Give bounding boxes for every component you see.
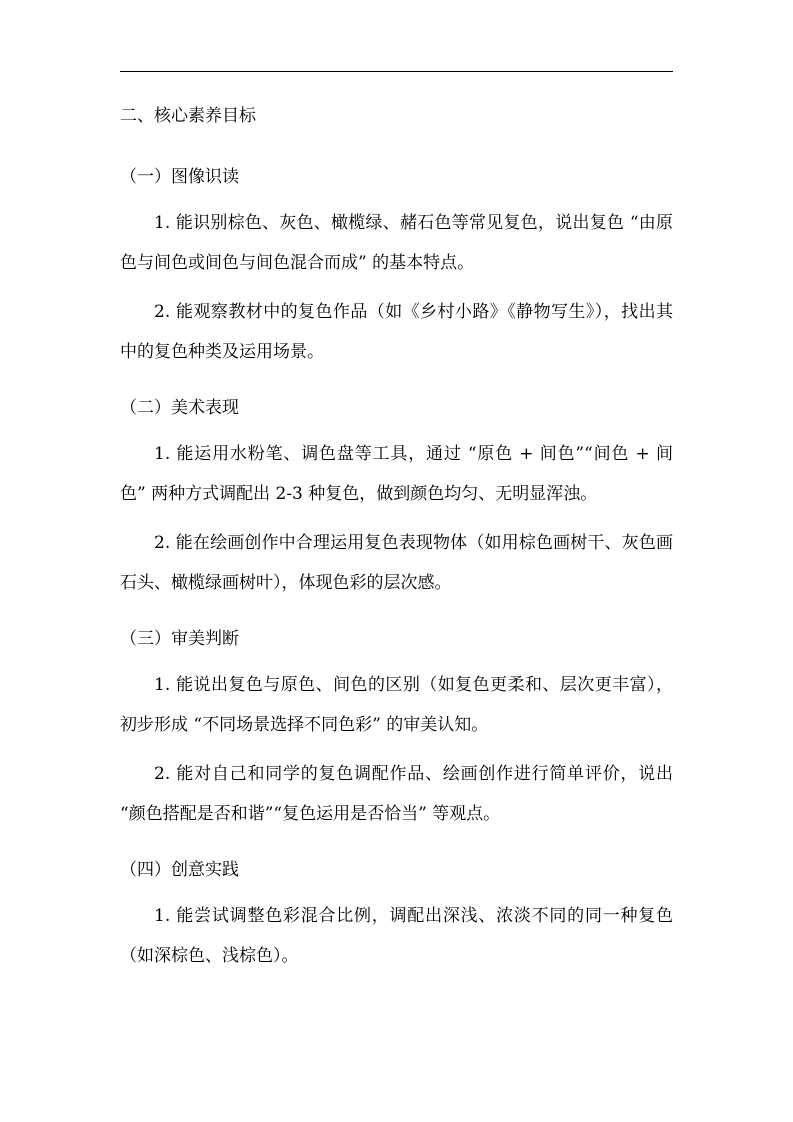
paragraph: 2. 能对自己和同学的复色调配作品、绘画创作进行简单评价，说出 “颜色搭配是否和谐”“复色运用是否恰当” 等观点。 xyxy=(120,764,673,824)
header-rule xyxy=(120,71,673,72)
subheading-aesthetic-judgment: （三）审美判断 xyxy=(120,629,239,649)
subheading-creative-practice: （四）创意实践 xyxy=(120,860,239,880)
subheading-image-reading: （一）图像识读 xyxy=(120,167,239,187)
document-body xyxy=(120,101,673,976)
paragraph: 1. 能识别棕色、灰色、橄榄绿、赭石色等常见复色，说出复色 “由原色与间色或间色与间色混合而成” 的基本特点。 xyxy=(120,213,673,273)
paragraph: 2. 能观察教材中的复色作品（如《乡村小路》《静物写生》），找出其中的复色种类及运用场景。 xyxy=(120,302,673,362)
paragraph: 1. 能说出复色与原色、间色的区别（如复色更柔和、层次更丰富），初步形成 “不同场景选择不同色彩” 的审美认知。 xyxy=(120,675,673,735)
paragraph: 1. 能运用水粉笔、调色盘等工具，通过 “原色 + 间色”“间色 + 间色” 两种方式调配出 2-3 种复色，做到颜色均匀、无明显浑浊。 xyxy=(120,444,673,504)
paragraph: 2. 能在绘画创作中合理运用复色表现物体（如用棕色画树干、灰色画石头、橄榄绿画树叶），体现色彩的层次感。 xyxy=(120,533,673,593)
subheading-art-expression: （二）美术表现 xyxy=(120,398,239,418)
paragraph: 1. 能尝试调整色彩混合比例，调配出深浅、浓淡不同的同一种复色（如深棕色、浅棕色）。 xyxy=(120,906,673,966)
section-title: 二、核心素养目标 xyxy=(120,106,256,126)
